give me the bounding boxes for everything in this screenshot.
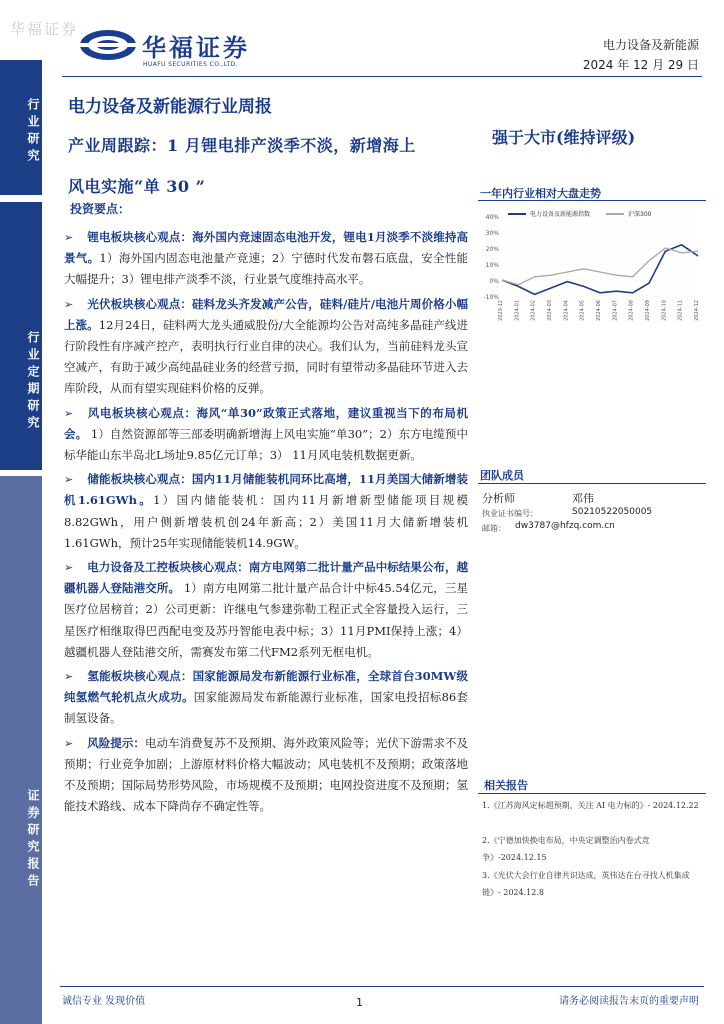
arrow-bullet-icon: ➢ bbox=[64, 473, 74, 487]
investment-point bbox=[64, 403, 468, 467]
point-text: 12月24日，硅料两大龙头通威股份/大全能源均公告对高纯多晶硅产线进行阶段性有序减产控产，表明执行行业自律的决心。我们认为，当前硅料龙头宣空减产，有助于减少高纯晶硅业务的经营亏损，同时有望带动多晶硅环节进入去库阶段，从而有望实现硅料价格的反弹。 bbox=[64, 317, 469, 396]
brand-name-en: HUAFU SECURITIES CO.,LTD. bbox=[143, 61, 239, 68]
chart-title-divider bbox=[478, 200, 706, 201]
arrow-bullet-icon: ➢ bbox=[64, 561, 74, 575]
rating: 强于大市(维持评级) bbox=[492, 128, 636, 147]
point-lead: 电力设备及工控板块核心观点：南方电网第二批计量产品中标结果公布，越疆机器人登陆港交所。 bbox=[64, 560, 468, 596]
x-tick-label: 2024-06 bbox=[596, 300, 602, 321]
investment-section bbox=[64, 200, 468, 820]
footer-disclaimer: 请务必阅读报告末页的重要声明 bbox=[559, 996, 699, 1007]
watermark: 华福证券 bbox=[10, 20, 79, 38]
header-divider bbox=[62, 76, 702, 77]
arrow-bullet-icon: ➢ bbox=[64, 670, 74, 684]
team-heading: 团队成员 bbox=[480, 469, 524, 482]
x-tick-label: 2024-09 bbox=[645, 300, 651, 321]
team-divider bbox=[478, 483, 706, 484]
arrow-bullet-icon: ➢ bbox=[64, 297, 74, 311]
report-title: 电力设备及新能源行业周报 bbox=[68, 97, 272, 117]
investment-point bbox=[64, 227, 468, 291]
relative-performance-chart bbox=[478, 208, 706, 326]
y-tick-label: -10% bbox=[483, 294, 499, 301]
page-number: 1 bbox=[356, 996, 363, 1009]
header-date: 2024 年 12 月 29 日 bbox=[582, 58, 699, 72]
x-tick-label: 2024-08 bbox=[628, 300, 635, 321]
y-tick-label: 40% bbox=[485, 214, 499, 221]
point-text: 电动车消费复苏不及预期、海外政策风险等；光伏下游需求不及预期；行业竞争加剧；上游原材料价格大幅波动；风电装机不及预期；政策落地不及预期；国际局势形势风险，市场规模不及预期；电网投资进度不及预期；氢能技术路线、成本下降尚存不确定性等。 bbox=[64, 735, 468, 814]
footer-slogan: 诚信专业 发现价值 bbox=[62, 996, 146, 1007]
related-heading: 相关报告 bbox=[484, 779, 528, 792]
report-subtitle-line1: 产业周跟踪：1 月锂电排产淡季不淡，新增海上 bbox=[68, 136, 416, 155]
related-report-link[interactable]: 2.《宁德加快换电布局，中央定调整治内卷式竞争》-2024.12.15 bbox=[482, 836, 650, 862]
y-tick-label: 0% bbox=[489, 278, 499, 285]
point-lead: 锂电板块核心观点：海外国内竞速固态电池开发，锂电1月淡季不淡维持高景气。 bbox=[64, 230, 468, 266]
x-tick-label: 2024-04 bbox=[563, 300, 570, 321]
y-tick-label: 10% bbox=[485, 262, 499, 269]
brand-name-cn: 华福证券 bbox=[142, 34, 250, 62]
analyst-name: 邓伟 bbox=[572, 492, 594, 505]
investment-point bbox=[64, 294, 468, 400]
x-tick-label: 2024-10 bbox=[661, 300, 668, 321]
footer-divider bbox=[60, 986, 704, 987]
point-text: 1）海外国内固态电池量产竞速；2）宁德时代发布磐石底盘，安全性能大幅提升；3）锂电排产淡季不淡，行业景气度维持高水平。 bbox=[64, 251, 468, 287]
x-tick-label: 2024-11 bbox=[677, 300, 684, 321]
cert-number: S0210522050005 bbox=[572, 507, 653, 517]
arrow-bullet-icon: ➢ bbox=[64, 406, 74, 420]
x-tick-label: 2024-05 bbox=[579, 300, 586, 321]
brand-logo-icon bbox=[78, 28, 138, 66]
cert-label: 执业证书编号： bbox=[482, 509, 538, 518]
point-lead: 光伏板块核心观点：硅料龙头齐发减产公告，硅料/硅片/电池片周价格小幅上涨。 bbox=[64, 296, 468, 332]
x-tick-label: 2024-12 bbox=[694, 300, 700, 321]
point-lead: 风险提示： bbox=[87, 735, 145, 750]
email-label: 邮箱： bbox=[482, 524, 506, 533]
related-report-link[interactable]: 3.《光伏大会行业自律共识达成，英伟达在台寻找人机集成链》- 2024.12.8 bbox=[482, 871, 690, 897]
investment-point bbox=[64, 469, 468, 554]
point-lead: 储能板块核心观点：国内11月储能装机同环比高增，11月美国大储新增装机1.61GWh。 bbox=[64, 472, 468, 508]
arrow-bullet-icon: ➢ bbox=[64, 231, 74, 244]
arrow-bullet-icon: ➢ bbox=[64, 736, 74, 750]
header-industry: 电力设备及新能源 bbox=[602, 38, 699, 52]
point-text: 1）国内储能装机：国内11月新增新型储能项目规模8.82GWh，用户侧新增装机创24年新高；2）美国11月大储新增装机1.61GWh，预计25年实现储能装机14.9GW。 bbox=[64, 493, 468, 550]
sidebar-tag-periodic-research: 行业定期研究 bbox=[0, 202, 42, 470]
y-tick-label: 30% bbox=[485, 230, 499, 237]
x-tick-label: 2024-03 bbox=[547, 300, 553, 321]
related-report-link[interactable]: 1.《江苏海风定标超预期，关注 AI 电力标的》- 2024.12.22 bbox=[482, 801, 699, 810]
y-tick-label: 20% bbox=[485, 246, 499, 253]
x-tick-label: 2024-02 bbox=[530, 300, 537, 321]
sidebar-tag-securities-report: 证券研究报告 bbox=[0, 476, 42, 1024]
sidebar-tag-industry-research: 行业研究 bbox=[0, 60, 42, 195]
investment-heading: 投资要点： bbox=[70, 202, 131, 216]
x-tick-label: 2024-07 bbox=[612, 300, 619, 321]
investment-point bbox=[64, 666, 468, 730]
investment-point bbox=[64, 733, 468, 818]
investment-points bbox=[64, 227, 468, 817]
x-tick-label: 2024-01 bbox=[514, 300, 521, 321]
point-lead: 氢能板块核心观点：国家能源局发布新能源行业标准，全球首台30MW级纯氢燃气轮机点火成功。 bbox=[64, 669, 468, 705]
x-tick-label: 2023-12 bbox=[498, 300, 504, 321]
analyst-label: 分析师 bbox=[482, 492, 515, 505]
point-text: 国家能源局发布新能源行业标准，国家电投招标86套制氢设备。 bbox=[64, 690, 469, 726]
report-subtitle-line2: 风电实施“单 30 ” bbox=[68, 177, 206, 196]
series-line bbox=[502, 245, 698, 295]
point-text: 1）南方电网第二批计量产品合计中标45.54亿元，三星医疗位居榜首；2）公司更新：许继电气参建弥勒工程正式全容量投入运行，三星医疗相继取得巴西配电变及苏丹智能电表中标；3）11月PMI保持上涨；4）越疆机器人登陆港交所，需赛发布第二代FM2系列无框电机。 bbox=[64, 581, 468, 659]
email-link[interactable]: dw3787@hfzq.com.cn bbox=[515, 521, 615, 531]
point-text: 1）自然资源部等三部委明确新增海上风电实施“单30”；2）东方电缆预中标华能山东半岛北L场址9.85亿元订单；3） 11月风电装机数据更新。 bbox=[64, 426, 468, 463]
investment-point bbox=[64, 557, 468, 663]
point-lead: 风电板块核心观点：海风“单30”政策正式落地，建议重视当下的布局机会。 bbox=[64, 405, 468, 441]
related-divider bbox=[478, 793, 706, 794]
legend-label: 电力设备及新能源指数 bbox=[530, 211, 591, 218]
chart-title: 一年内行业相对大盘走势 bbox=[480, 187, 601, 200]
series-line bbox=[502, 248, 698, 285]
legend-label: 沪深300 bbox=[628, 211, 652, 218]
